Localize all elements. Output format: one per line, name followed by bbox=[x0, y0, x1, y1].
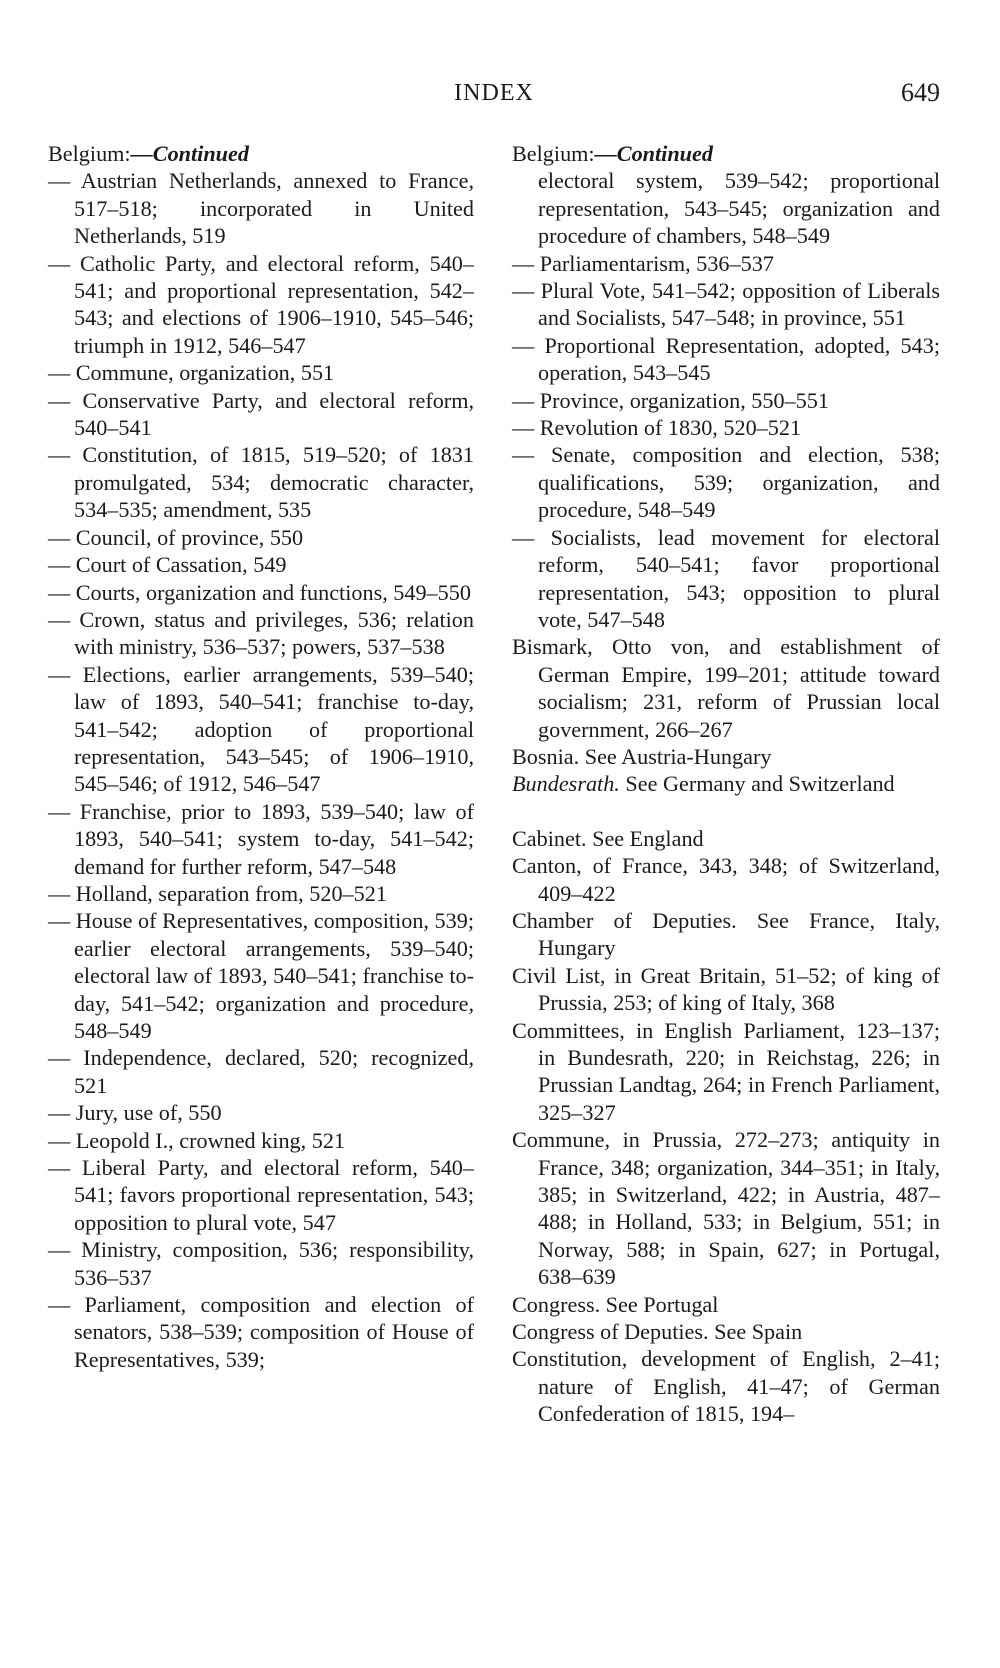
letter-gap bbox=[512, 798, 940, 825]
heading-term: Belgium: bbox=[48, 141, 131, 166]
heading-term: Belgium: bbox=[512, 141, 595, 166]
index-entry: Constitution, development of English, 2–41; nature of English, 41–47; of German Confederation of 1815, 194– bbox=[512, 1346, 940, 1427]
continued-heading bbox=[512, 140, 940, 167]
index-entry: — Proportional Representation, adopted, 543; operation, 543–545 bbox=[512, 332, 940, 386]
index-entry: Bosnia. See Austria-Hungary bbox=[512, 743, 772, 769]
index-entry: Chamber of Deputies. See France, Italy, Hungary bbox=[512, 907, 940, 961]
index-entry: — House of Representatives, composition, 539; earlier electoral arrangements, 539–540; electoral law of 1893, 540–541; franchise to-day, 541–542; organization and procedure, 548–549 bbox=[48, 908, 474, 1043]
index-entry: — Parliament, composition and election of senators, 538–539; composition of House of Representatives, 539; bbox=[48, 1292, 474, 1372]
index-entry: Bismark, Otto von, and establishment of German Empire, 199–201; attitude toward socialism; 231, reform of Prussian local government, 266–267 bbox=[512, 634, 940, 742]
index-entry: — Council, of province, 550 bbox=[48, 524, 304, 550]
index-entry: — Crown, status and privileges, 536; relation with ministry, 536–537; powers, 537–538 bbox=[48, 606, 474, 660]
index-entry: — Court of Cassation, 549 bbox=[48, 552, 287, 578]
continued-label: —Continued bbox=[130, 141, 249, 166]
index-entry: Cabinet. See England bbox=[512, 825, 704, 851]
index-entry-continuation: electoral system, 539–542; proportional representation, 543–545; organization and procedure of chambers, 548–549 bbox=[538, 168, 940, 249]
index-entry: — Courts, organization and functions, 549–550 bbox=[48, 579, 471, 605]
index-entry: Committees, in English Parliament, 123–137; in Bundesrath, 220; in Reichstag, 226; in Prussian Landtag, 264; in French Parliament, 325–327 bbox=[512, 1017, 940, 1125]
index-entry: — Leopold I., crowned king, 521 bbox=[48, 1127, 346, 1153]
index-entry: — Elections, earlier arrangements, 539–540; law of 1893, 540–541; franchise to-day, 541–542; adoption of proportional representation, 543–545; of 1906–1910, 545–546; of 1912, 546–547 bbox=[48, 661, 474, 797]
index-entry: — Conservative Party, and electoral reform, 540–541 bbox=[48, 387, 474, 441]
index-entry: Civil List, in Great Britain, 51–52; of king of Prussia, 253; of king of Italy, 368 bbox=[512, 962, 940, 1016]
running-head bbox=[48, 76, 940, 110]
index-entry: — Franchise, prior to 1893, 539–540; law of 1893, 540–541; system to-day, 541–542; demand for further reform, 547–548 bbox=[48, 798, 474, 879]
index-entry: Commune, in Prussia, 272–273; antiquity in France, 348; organization, 344–351; in Italy, 385; in Switzerland, 422; in Austria, 487–488; in Holland, 533; in Belgium, 551; in Norway, 588; in Spain, 627; in Portugal, 638–639 bbox=[512, 1127, 940, 1290]
right-entries-b bbox=[512, 825, 940, 1428]
index-entry: — Senate, composition and election, 538; qualifications, 539; organization, and procedure, 548–549 bbox=[512, 442, 940, 523]
index-entry: — Socialists, lead movement for electoral reform, 540–541; favor proportional representation, 543; opposition to plural vote, 547–548 bbox=[512, 524, 940, 632]
index-entry: Congress of Deputies. See Spain bbox=[512, 1319, 803, 1345]
index-entry: — Liberal Party, and electoral reform, 540–541; favors proportional representation, 543; opposition to plural vote, 547 bbox=[48, 1155, 474, 1235]
continued-label: —Continued bbox=[594, 141, 713, 166]
left-column bbox=[48, 140, 474, 1373]
index-entry: — Austrian Netherlands, annexed to France, 517–518; incorporated in United Netherlands, 519 bbox=[48, 168, 474, 249]
left-entries bbox=[48, 167, 474, 1373]
index-entry: — Constitution, of 1815, 519–520; of 1831 promulgated, 534; democratic character, 534–535; amendment, 535 bbox=[48, 442, 474, 523]
right-column bbox=[512, 140, 940, 1428]
index-entry: Canton, of France, 343, 348; of Switzerland, 409–422 bbox=[512, 853, 940, 906]
index-entry: — Catholic Party, and electoral reform, 540–541; and proportional representation, 542–543; and elections of 1906–1910, 545–546; triumph in 1912, 546–547 bbox=[48, 250, 474, 358]
index-entry: Congress. See Portugal bbox=[512, 1291, 719, 1317]
entry-term-italic: Bundesrath. bbox=[512, 771, 620, 797]
index-entry: — Parliamentarism, 536–537 bbox=[512, 250, 774, 276]
page-number: 649 bbox=[901, 78, 940, 107]
index-entry: — Revolution of 1830, 520–521 bbox=[512, 415, 802, 441]
index-entry bbox=[512, 770, 940, 797]
index-entry: — Jury, use of, 550 bbox=[48, 1100, 222, 1126]
entry-text: See Germany and Switzerland bbox=[619, 771, 895, 797]
right-entries-a bbox=[512, 250, 940, 771]
index-entry: — Plural Vote, 541–542; opposition of Liberals and Socialists, 547–548; in province, 551 bbox=[512, 278, 940, 331]
index-entry: — Independence, declared, 520; recognized, 521 bbox=[48, 1045, 474, 1098]
index-entry: — Ministry, composition, 536; responsibility, 536–537 bbox=[48, 1237, 474, 1290]
index-entry: — Province, organization, 550–551 bbox=[512, 387, 829, 413]
index-entry: — Holland, separation from, 520–521 bbox=[48, 880, 387, 906]
continued-heading bbox=[48, 140, 474, 167]
page-title: INDEX bbox=[454, 80, 534, 106]
index-entry: — Commune, organization, 551 bbox=[48, 360, 335, 386]
